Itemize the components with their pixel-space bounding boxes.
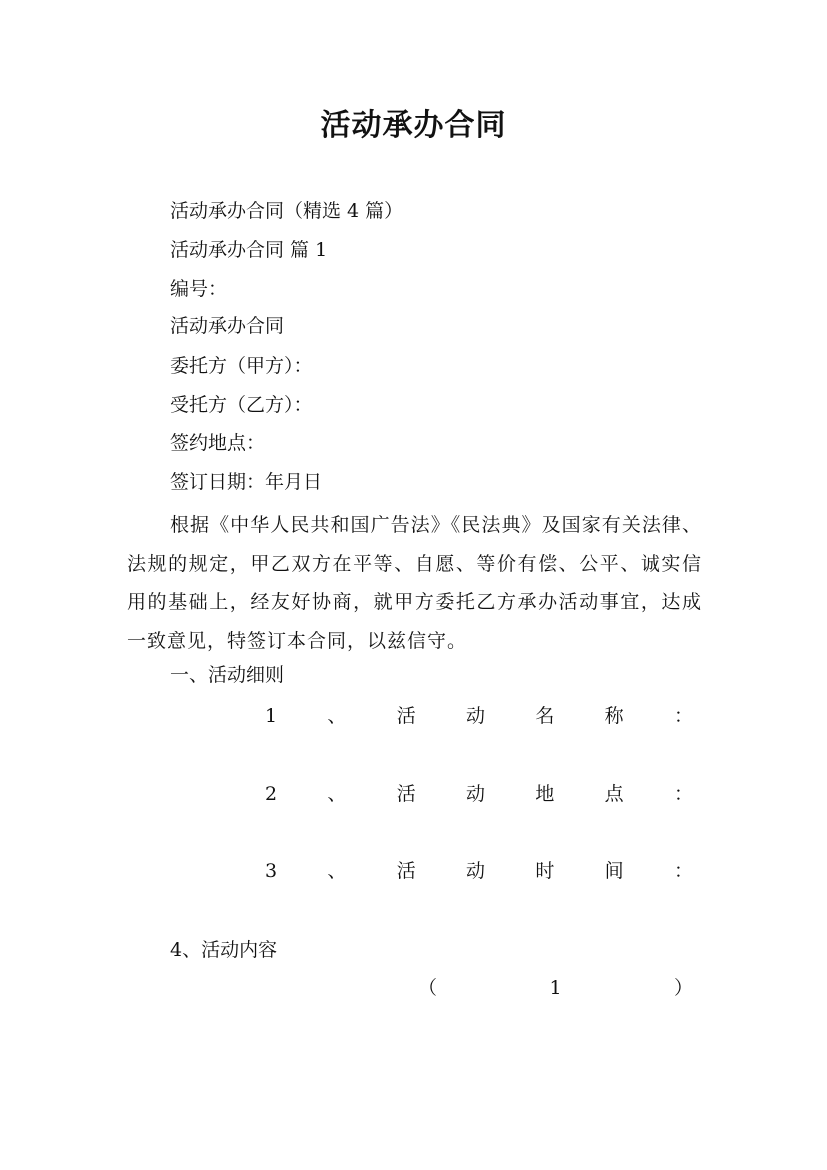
preamble-paragraph: 根据《中华人民共和国广告法》《民法典》及国家有关法律、法规的规定，甲乙双方在平等、自愿、等价有偿、公平、诚实信用的基础上，经友好协商，就甲方委托乙方承办活动事宜，达成一致意见，特签订本合同，以兹信守。 xyxy=(127,514,702,652)
sub-item-number xyxy=(418,975,693,1001)
section-heading-details: 一、活动细则 xyxy=(170,664,285,686)
document-title: 活动承办合同 xyxy=(320,108,507,143)
item-char: 3 xyxy=(265,860,278,882)
article-heading: 活动承办合同 篇 1 xyxy=(170,239,328,261)
contract-name-line: 活动承办合同 xyxy=(170,315,285,337)
paren-open: （ xyxy=(418,977,438,999)
item-char: 动 xyxy=(466,783,486,805)
party-a-label: 委托方（甲方）： xyxy=(170,355,313,377)
item-char: 、 xyxy=(327,783,347,805)
item-char: 动 xyxy=(466,860,486,882)
item-char: 间 xyxy=(604,860,624,882)
paren-close: ） xyxy=(673,977,693,999)
item-char: ： xyxy=(673,860,693,882)
item-char: 地 xyxy=(535,783,555,805)
item-char: 名 xyxy=(535,705,555,727)
item-char: 、 xyxy=(327,705,347,727)
item-char: 活 xyxy=(396,705,416,727)
sign-place-label: 签约地点： xyxy=(170,432,266,454)
paren-number: 1 xyxy=(549,977,562,999)
item-char: 称 xyxy=(604,705,624,727)
item-char: 2 xyxy=(265,783,278,805)
number-label: 编号： xyxy=(170,278,228,300)
item-char: 、 xyxy=(327,860,347,882)
item-char: 活 xyxy=(396,860,416,882)
item-char: 动 xyxy=(466,705,486,727)
detail-item-name xyxy=(265,703,693,729)
detail-item-time xyxy=(265,858,693,884)
item-char: ： xyxy=(673,783,693,805)
activity-content-heading: 4、活动内容 xyxy=(170,939,278,961)
item-char: 1 xyxy=(265,705,278,727)
sign-date-label: 签订日期：年月日 xyxy=(170,471,323,493)
party-b-label: 受托方（乙方）： xyxy=(170,394,313,416)
item-char: 时 xyxy=(535,860,555,882)
item-char: 活 xyxy=(396,783,416,805)
subtitle-line: 活动承办合同（精选 4 篇） xyxy=(170,200,404,222)
item-char: ： xyxy=(673,705,693,727)
detail-item-place xyxy=(265,781,693,807)
item-char: 点 xyxy=(604,783,624,805)
